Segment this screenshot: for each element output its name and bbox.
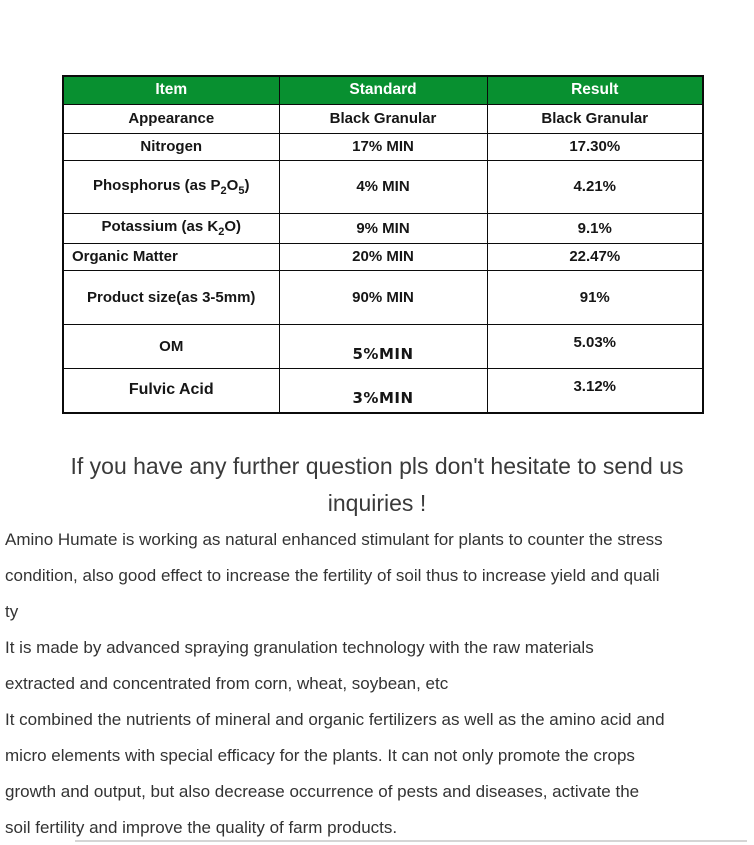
table-row: [63, 270, 703, 324]
description-line: growth and output, but also decrease occurrence of pests and diseases, activate the: [5, 782, 640, 801]
result-cell: 91%: [487, 270, 703, 324]
inquiry-heading-line: inquiries !: [327, 490, 427, 516]
table-row: [63, 160, 703, 213]
description-line: micro elements with special efficacy for the plants. It can not only promote the crops: [5, 746, 635, 765]
result-cell: 22.47%: [487, 243, 703, 270]
table-header-row: [63, 76, 703, 104]
standard-cell: 20% MIN: [279, 243, 487, 270]
standard-cell: 3%MIN: [279, 368, 487, 413]
product-description: [5, 522, 754, 845]
item-cell: Fulvic Acid: [63, 368, 279, 413]
inquiry-heading-line: If you have any further question pls don't hesitate to send us: [70, 453, 684, 479]
bottom-divider: [75, 840, 747, 842]
inquiry-heading: [0, 448, 754, 522]
col-header-item: Item: [63, 76, 279, 104]
spec-table: [62, 75, 704, 414]
table-row: [63, 243, 703, 270]
standard-cell: 5%MIN: [279, 324, 487, 368]
description-line: It is made by advanced spraying granulation technology with the raw materials: [5, 638, 594, 657]
item-cell: OM: [63, 324, 279, 368]
item-cell: Phosphorus (as $P_2O_5$): [63, 160, 279, 213]
col-header-standard: Standard: [279, 76, 487, 104]
col-header-result: Result: [487, 76, 703, 104]
description-line: Amino Humate is working as natural enhanced stimulant for plants to counter the stress: [5, 530, 663, 549]
result-cell: 17.30%: [487, 133, 703, 160]
standard-cell: 90% MIN: [279, 270, 487, 324]
item-cell: Organic Matter: [63, 243, 279, 270]
description-line: condition, also good effect to increase the fertility of soil thus to increase yield and quali: [5, 566, 660, 585]
standard-cell: 9% MIN: [279, 213, 487, 243]
description-line: extracted and concentrated from corn, wheat, soybean, etc: [5, 674, 449, 693]
table-row: [63, 133, 703, 160]
table-row: [63, 104, 703, 133]
standard-cell: 17% MIN: [279, 133, 487, 160]
description-line: soil fertility and improve the quality of farm products.: [5, 818, 398, 837]
table-row: [63, 368, 703, 413]
result-cell: Black Granular: [487, 104, 703, 133]
result-cell: 5.03%: [487, 324, 703, 368]
result-cell: 4.21%: [487, 160, 703, 213]
item-cell: Nitrogen: [63, 133, 279, 160]
result-cell: 3.12%: [487, 368, 703, 413]
item-cell: Potassium (as $K_2O$): [63, 213, 279, 243]
description-line: ty: [5, 602, 19, 621]
result-cell: 9.1%: [487, 213, 703, 243]
item-cell: Product size(as 3-5mm): [63, 270, 279, 324]
standard-cell: 4% MIN: [279, 160, 487, 213]
standard-cell: Black Granular: [279, 104, 487, 133]
table-row: [63, 213, 703, 243]
description-line: It combined the nutrients of mineral and organic fertilizers as well as the amino acid and: [5, 710, 665, 729]
item-cell: Appearance: [63, 104, 279, 133]
table-row: [63, 324, 703, 368]
